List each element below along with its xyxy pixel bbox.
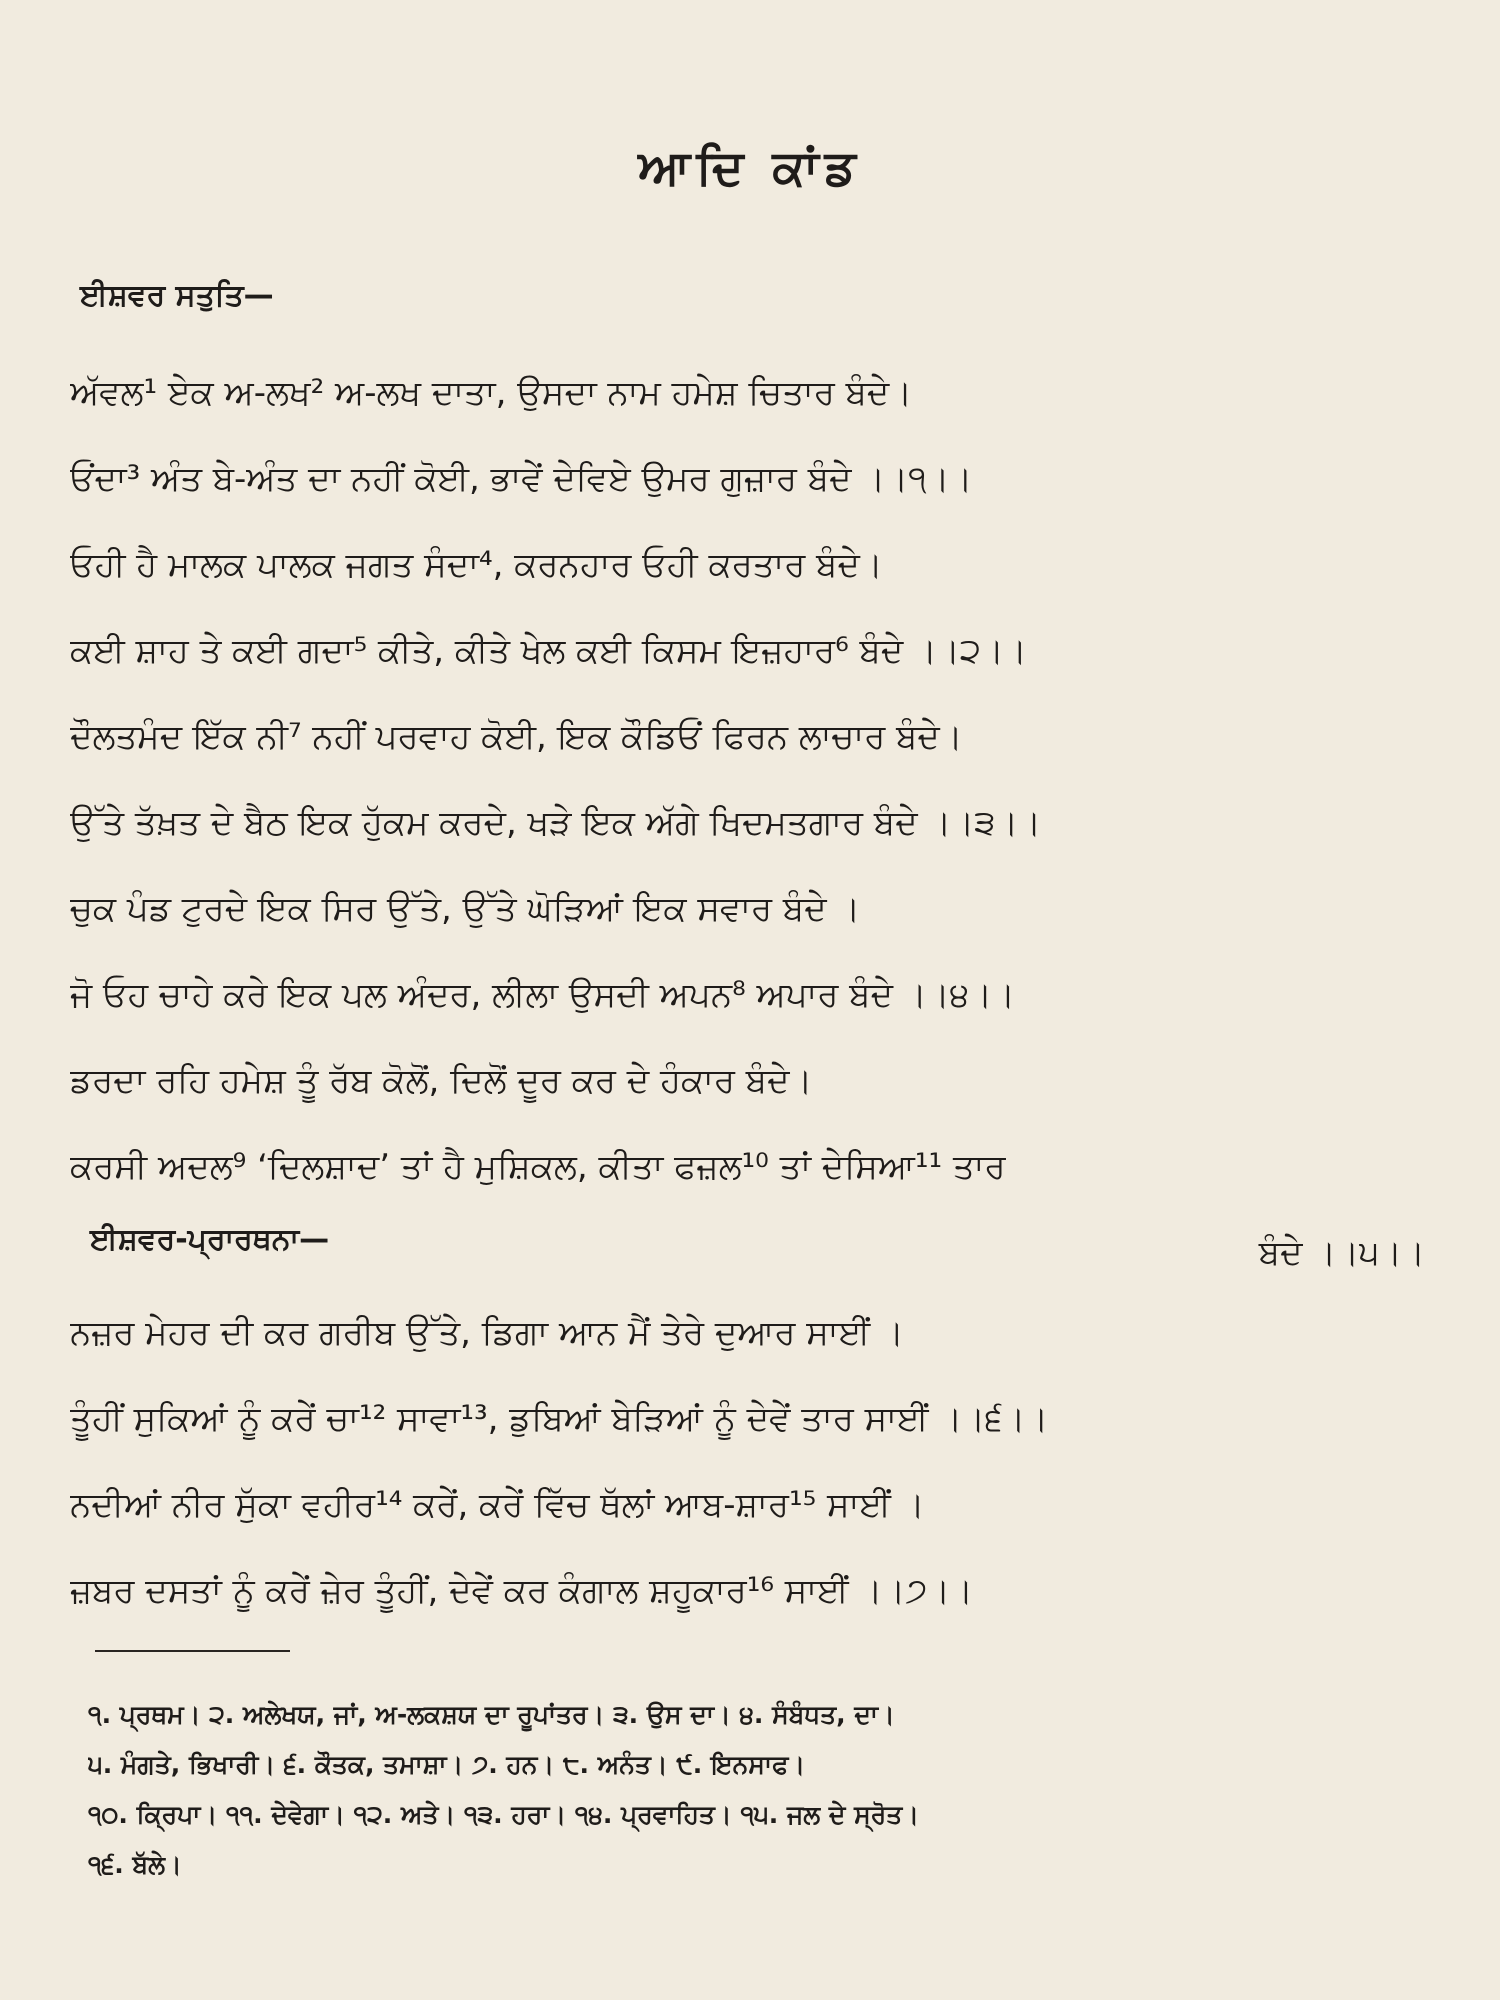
footnote-line: ੧੦. ਕ੍ਰਿਪਾ। ੧੧. ਦੇਵੇਗਾ। ੧੨. ਅਤੇ। ੧੩. ਹਰਾ। ੧੪. ਪ੍ਰਵਾਹਿਤ। ੧੫. ਜਲ ਦੇ ਸ੍ਰੋਤ। [88, 1800, 920, 1829]
verse-line: ਜ਼ਬਰ ਦਸਤਾਂ ਨੂੰ ਕਰੇਂ ਜ਼ੇਰ ਤੂੰਹੀਂ, ਦੇਵੇਂ ਕਰ ਕੰਗਾਲ ਸ਼ਹੂਕਾਰ¹⁶ ਸਾਈਂ ।।੭।। [70, 1571, 974, 1611]
verse-line: ਕਰਸੀ ਅਦਲ⁹ ‘ਦਿਲਸ਼ਾਦ’ ਤਾਂ ਹੈ ਮੁਸ਼ਿਕਲ, ਕੀਤਾ ਫਜ਼ਲ¹⁰ ਤਾਂ ਦੇਸਿਆ¹¹ ਤਾਰ [70, 1147, 1006, 1187]
footnote-line: ੧. ਪ੍ਰਥਮ। ੨. ਅਲੇਖਯ, ਜਾਂ, ਅ-ਲਕਸ਼ਯ ਦਾ ਰੂਪਾਂਤਰ। ੩. ਉਸ ਦਾ। ੪. ਸੰਬੰਧਤ, ਦਾ। [88, 1700, 895, 1729]
verse-line: ਕਈ ਸ਼ਾਹ ਤੇ ਕਈ ਗਦਾ⁵ ਕੀਤੇ, ਕੀਤੇ ਖੇਲ ਕਈ ਕਿਸਮ ਇਜ਼ਹਾਰ⁶ ਬੰਦੇ ।।੨।। [70, 631, 1027, 671]
verse-line: ਅੱਵਲ¹ ਏਕ ਅ-ਲਖ² ਅ-ਲਖ ਦਾਤਾ, ਉਸਦਾ ਨਾਮ ਹਮੇਸ਼ ਚਿਤਾਰ ਬੰਦੇ। [70, 373, 913, 413]
footnotes [88, 1690, 1418, 1890]
footnote-divider [95, 1650, 290, 1652]
verse-line: ਚੁਕ ਪੰਡ ਟੁਰਦੇ ਇਕ ਸਿਰ ਉੱਤੇ, ਉੱਤੇ ਘੋੜਿਆਂ ਇਕ ਸਵਾਰ ਬੰਦੇ । [70, 889, 861, 929]
verse-line: ਨਦੀਆਂ ਨੀਰ ਸੁੱਕਾ ਵਹੀਰ¹⁴ ਕਰੇਂ, ਕਰੇਂ ਵਿੱਚ ਥੱਲਾਂ ਆਬ-ਸ਼ਾਰ¹⁵ ਸਾਈਂ । [70, 1485, 925, 1525]
section-heading-prayer: ਈਸ਼ਵਰ-ਪ੍ਰਾਰਥਨਾ— [90, 1222, 330, 1257]
verse-line: ਉੱਤੇ ਤੱਖ਼ਤ ਦੇ ਬੈਠ ਇਕ ਹੁੱਕਮ ਕਰਦੇ, ਖੜੇ ਇਕ ਅੱਗੇ ਖਿਦਮਤਗਾਰ ਬੰਦੇ ।।੩।। [70, 803, 1042, 843]
verse-line: ਨਜ਼ਰ ਮੇਹਰ ਦੀ ਕਰ ਗਰੀਬ ਉੱਤੇ, ਡਿਗਾ ਆਨ ਮੈਂ ਤੇਰੇ ਦੁਆਰ ਸਾਈਂ । [70, 1313, 904, 1353]
verse-line: ਜੋ ਓਹ ਚਾਹੇ ਕਰੇ ਇਕ ਪਲ ਅੰਦਰ, ਲੀਲਾ ਉਸਦੀ ਅਪਨ⁸ ਅਪਾਰ ਬੰਦੇ ।।੪।। [70, 975, 1016, 1015]
verse-line: ਓਹੀ ਹੈ ਮਾਲਕ ਪਾਲਕ ਜਗਤ ਸੰਦਾ⁴, ਕਰਨਹਾਰ ਓਹੀ ਕਰਤਾਰ ਬੰਦੇ। [70, 545, 883, 585]
verse-line-continuation: ਬੰਦੇ ।।੫।। [1258, 1233, 1425, 1273]
footnote-line: ੧੬. ਬੱਲੇ। [88, 1850, 182, 1879]
footnote-line: ੫. ਮੰਗਤੇ, ਭਿਖਾਰੀ। ੬. ਕੌਤਕ, ਤਮਾਸ਼ਾ। ੭. ਹਨ। ੮. ਅਨੰਤ। ੯. ਇਨਸਾਫ। [88, 1750, 806, 1779]
page-title: ਆਦਿ ਕਾਂਡ [638, 140, 862, 196]
verse-line: ਓਂਦਾ³ ਅੰਤ ਬੇ-ਅੰਤ ਦਾ ਨਹੀਂ ਕੋਈ, ਭਾਵੇਂ ਦੇਵਿਏ ਉਮਰ ਗੁਜ਼ਾਰ ਬੰਦੇ ।।੧।। [70, 459, 973, 499]
verse-block-prayer [70, 1290, 1425, 1634]
verse-line: ਡਰਦਾ ਰਹਿ ਹਮੇਸ਼ ਤੂੰ ਰੱਬ ਕੋਲੋਂ, ਦਿਲੋਂ ਦੂਰ ਕਰ ਦੇ ਹੰਕਾਰ ਬੰਦੇ। [70, 1061, 813, 1101]
verse-line: ਦੌਲਤਮੰਦ ਇੱਕ ਨੀ⁷ ਨਹੀਂ ਪਰਵਾਹ ਕੋਈ, ਇਕ ਕੌਡਿਓਂ ਫਿਰਨ ਲਾਚਾਰ ਬੰਦੇ। [70, 717, 963, 757]
section-heading-praise: ਈਸ਼ਵਰ ਸਤੁਤਿ— [80, 278, 274, 313]
verse-line: ਤੂੰਹੀਂ ਸੁਕਿਆਂ ਨੂੰ ਕਰੇਂ ਚਾ¹² ਸਾਵਾ¹³, ਡੁਬਿਆਂ ਬੇੜਿਆਂ ਨੂੰ ਦੇਵੇਂ ਤਾਰ ਸਾਈਂ ।।੬।। [70, 1399, 1049, 1439]
verse-block-praise [70, 350, 1425, 1296]
